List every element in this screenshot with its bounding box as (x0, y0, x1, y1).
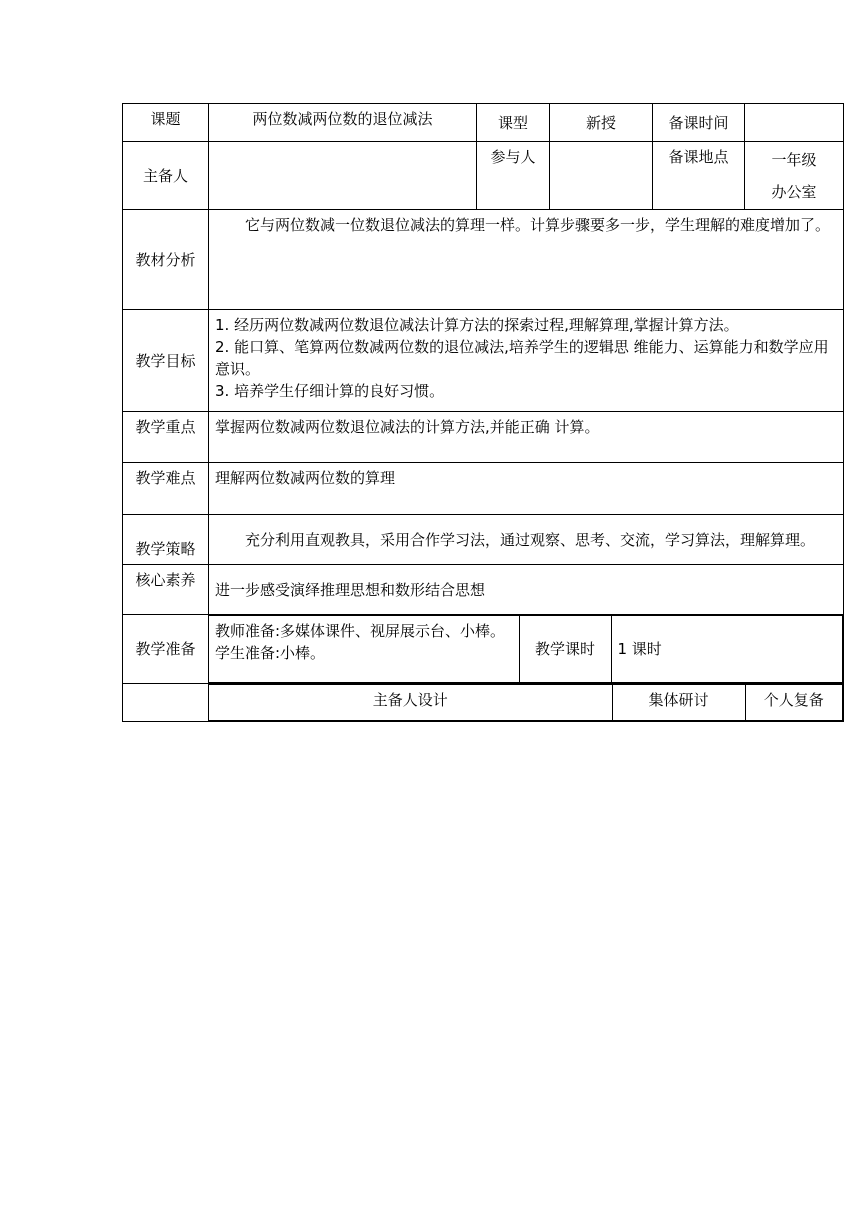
goal-item: 1. 经历两位数减两位数退位减法计算方法的探索过程,理解算理,掌握计算方法。 (215, 316, 739, 334)
prep-time-label: 备课时间 (653, 104, 745, 142)
key-point-label: 教学重点 (123, 412, 209, 463)
lesson-plan-table (122, 103, 844, 722)
strategy-text: 充分利用直观教具，采用合作学习法，通过观察、思考、交流，学习算法，理解算理。 (209, 515, 844, 565)
key-point-text: 掌握两位数减两位数退位减法的计算方法,并能正确 计算。 (209, 412, 844, 463)
goal-item: 3. 培养学生仔细计算的良好习惯。 (215, 382, 445, 400)
prep-place-line1: 一年级 (771, 150, 817, 169)
preparer-value (209, 142, 477, 210)
goal-item: 2. 能口算、笔算两位数减两位数的退位减法,培养学生的逻辑思 维能力、运算能力和数学应用意识。 (215, 338, 829, 378)
preparation-inner (209, 615, 843, 683)
main-design-header: 主备人设计 (209, 685, 612, 721)
literacy-text: 进一步感受演绎推理思想和数形结合思想 (209, 565, 844, 615)
group-research-header: 集体研讨 (612, 685, 745, 721)
literacy-label: 核心素养 (123, 565, 209, 615)
preparer-label: 主备人 (123, 142, 209, 210)
difficulty-text: 理解两位数减两位数的算理 (209, 463, 844, 515)
analysis-label: 教材分析 (123, 210, 209, 310)
preparation-materials (209, 616, 519, 683)
analysis-text: 它与两位数减一位数退位减法的算理一样。计算步骤要多一步，学生理解的难度增加了。 (209, 210, 844, 310)
strategy-label: 教学策略 (123, 515, 209, 565)
prep-place-value (745, 142, 844, 210)
prep-place-label: 备课地点 (653, 142, 745, 210)
goals-list (209, 310, 844, 412)
preparation-label: 教学准备 (123, 615, 209, 684)
preparation-cell (209, 615, 844, 684)
difficulty-label: 教学难点 (123, 463, 209, 515)
title-value: 两位数减两位数的退位减法 (209, 104, 477, 142)
participants-value (550, 142, 653, 210)
prep-time-value (745, 104, 844, 142)
class-hours-value: 1 课时 (611, 616, 843, 683)
footer-cell (209, 684, 844, 722)
lesson-type-label: 课型 (477, 104, 550, 142)
class-hours-label: 教学课时 (519, 616, 611, 683)
goals-label: 教学目标 (123, 310, 209, 412)
personal-review-header: 个人复备 (745, 685, 843, 721)
lesson-type-value: 新授 (550, 104, 653, 142)
prep-place-line2: 办公室 (771, 182, 817, 201)
student-preparation: 学生准备:小棒。 (215, 644, 326, 662)
participants-label: 参与人 (477, 142, 550, 210)
footer-inner (209, 684, 843, 721)
teacher-preparation: 教师准备:多媒体课件、视屏展示台、小棒。 (215, 622, 506, 640)
title-label: 课题 (123, 104, 209, 142)
footer-empty-cell (123, 684, 209, 722)
